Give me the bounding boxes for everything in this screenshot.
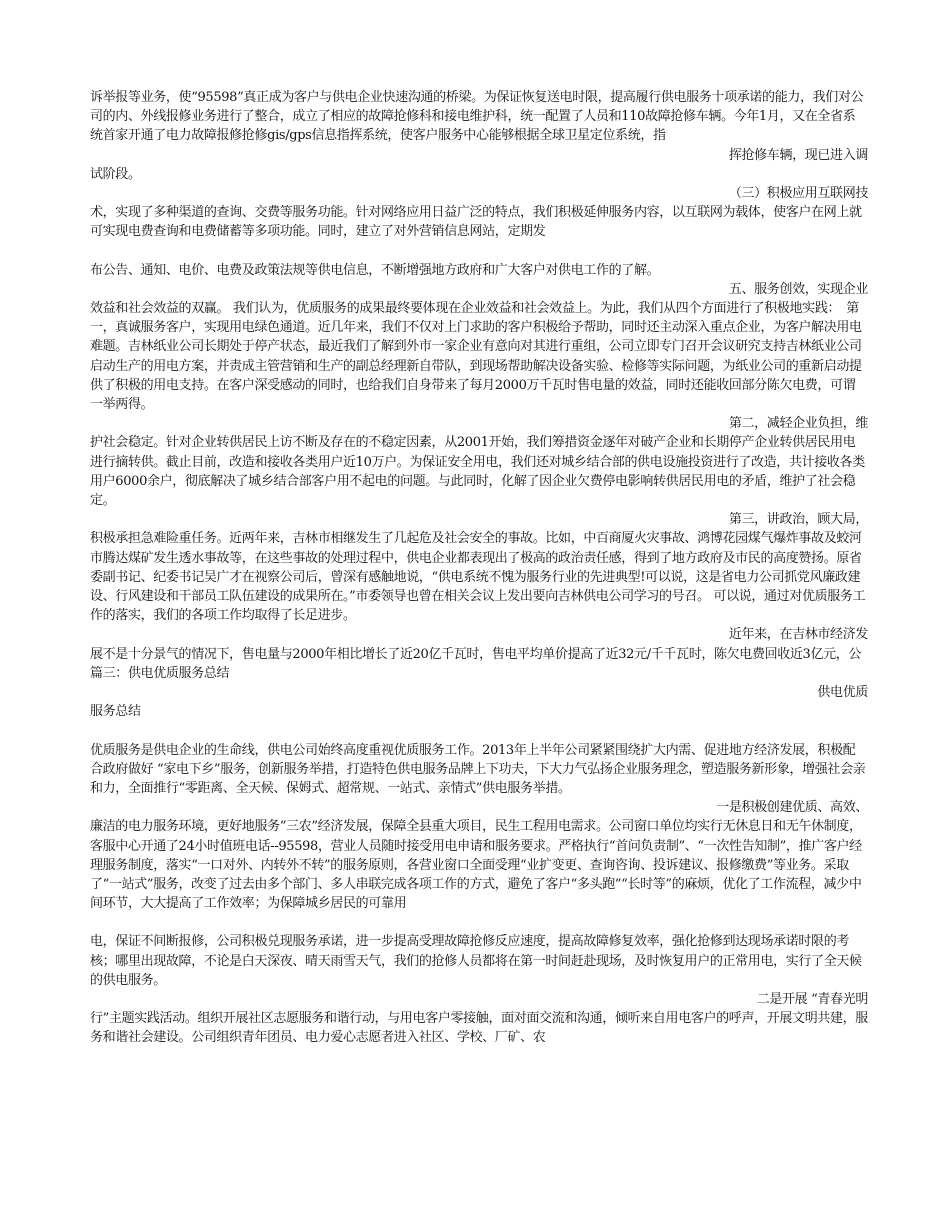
paragraph-spacer [90,913,868,932]
right-aligned-line: 供电优质 [817,685,868,701]
right-aligned-line: 近年来，在吉林市经济发 [728,627,868,643]
right-aligned-line: 二是开展 “青春光明 [756,991,868,1007]
right-aligned-line: 第三，讲政治，顾大局， [728,512,868,528]
right-aligned-line: 挥抢修车辆，现已进入调 [728,147,868,163]
right-aligned-line: 五、服务创效，实现企业 [728,281,868,297]
paragraph: 优质服务是供电企业的生命线，供电公司始终高度重视优质服务工作。2013年上半年公司紧紧围绕扩大内需、促进地方经济发展，积极配合政府做好 “家电下乡”服务，创新服务举措，打造特色供电服务品牌上下功夫，下大力气弘扬企业服务理念，塑造服务新形象，增强社会亲和力，全面推行“零距离、全天候、保姆式、超常规、一站式、亲情式”供电服务举措。 [90,742,866,796]
right-aligned-line: 第二，减轻企业负担，维 [728,416,868,432]
paragraph: 篇三：供电优质服务总结 [90,665,230,681]
paragraph: 电，保证不间断报修，公司积极兑现服务承诺，进一步提高受理故障抢修反应速度，提高故障修复效率，强化抢修到达现场承诺时限的考核；哪里出现故障，不论是白天深夜、晴天雨雪天气，我们的抢修人员都将在第一时间赶赴现场，及时恢复用户的正常用电，实行了全天候的供电服务。 [90,934,862,988]
paragraph: 护社会稳定。针对企业转供居民上访不断及存在的不稳定因素，从2001开始，我们筹措资金逐年对破产企业和长期停产企业转供居民用电进行摘转供。截止目前，改造和接收各类用户近10万户。为保证安全用电，我们还对城乡结合部的供电设施投资进行了改造，共计接收各类用户6000余户，彻底解决了城乡结合部客户用不起电的问题。与此同时，化解了因企业欠费停电影响转供居民用电的矛盾，维护了社会稳定。 [90,435,865,509]
paragraph-spacer [90,242,868,261]
right-aligned-line: 一是积极创建优质、高效、 [716,800,868,816]
paragraph: 试阶段。 [90,166,141,182]
paragraph: 积极承担急难险重任务。近两年来，吉林市相继发生了几起危及社会安全的事故。比如，中百商厦火灾事故、鸿博花园煤气爆炸事故及蛟河市腾达煤矿发生透水事故等，在这些事故的处理过程中，供电企业都表现出了极高的政治责任感，得到了地方政府及市民的高度赞扬。原省委副书记、纪委书记吴广才在视察公司后，曾深有感触地说，“供电系统不愧为服务行业的先进典型!可以说，这是省电力公司抓党风廉政建设、行风建设和干部员工队伍建设的成果所在。”市委领导也曾在相关会议上发出要向吉林供电公司学习的号召。 可以说，通过对优质服务工作的落实，我们的各项工作均取得了长足进步。 [90,531,866,624]
paragraph: 术，实现了多种渠道的查询、交费等服务功能。针对网络应用日益广泛的特点，我们积极延伸服务内容，以互联网为载体，使客户在网上就可实现电费查询和电费储蓄等多项功能。同时，建立了对外营销信息网站，定期发 [90,205,862,240]
right-aligned-line: （三）积极应用互联网技 [728,186,868,202]
paragraph: 诉举报等业务，使“95598”真正成为客户与供电企业快速沟通的桥梁。为保证恢复送电时限，提高履行供电服务十项承诺的能力，我们对公司的内、外线报修业务进行了整合，成立了相应的故障抢修科和接电维护科，统一配置了人员和110故障抢修车辆。今年1月，又在全省系统首家开通了电力故障报修抢修gis/gps信息指挥系统，使客户服务中心能够根据全球卫星定位系统，指 [90,90,864,144]
document-body [90,88,868,1048]
paragraph-spacer [90,722,868,741]
paragraph: 效益和社会效益的双赢。 我们认为，优质服务的成果最终要体现在企业效益和社会效益上。为此，我们从四个方面进行了积极地实践： 第一，真诚服务客户，实现用电绿色通道。近几年来，我们不仅对上门求助的客户积极给予帮助，同时还主动深入重点企业，为客户解决用电难题。吉林纸业公司长期处于停产状态，最近我们了解到外市一家企业有意向对其进行重组，公司立即专门召开会议研究支持吉林纸业公司启动生产的用电方案，并责成主管营销和生产的副总经理新自带队，到现场帮助解决设备实验、检修等实际问题，为纸业公司的重新启动提供了积极的用电支持。在客户深受感动的同时，也给我们自身带来了每月2000万千瓦时售电量的效益，同时还能收回部分陈欠电费，可谓一举两得。 [90,301,862,413]
paragraph: 布公告、通知、电价、电费及政策法规等供电信息，不断增强地方政府和广大客户对供电工作的了解。 [90,262,660,278]
paragraph: 廉洁的电力服务环境，更好地服务“三农”经济发展，保障全县重大项目，民生工程用电需求。公司窗口单位均实行无休息日和无午休制度，客服中心开通了24小时值班电话--95598，营业人员随时接受用电申请和服务要求。严格执行“首问负责制”、“一次性告知制”，推广客户经理服务制度，落实“一口对外、内转外不转”的服务原则，各营业窗口全面受理“业扩变更、查询咨询、投诉建议、报修缴费”等业务。采取了“一站式”服务，改变了过去由多个部门、多人串联完成各项工作的方式，避免了客户“多头跑”“长时等”的麻烦，优化了工作流程，减少中间环节，大大提高了工作效率；为保障城乡居民的可靠用 [90,819,862,912]
paragraph: 行”主题实践活动。组织开展社区志愿服务和谐行动，与用电客户零接触，面对面交流和沟通，倾听来自用电客户的呼声，开展文明共建，服务和谐社会建设。公司组织青年团员、电力爱心志愿者进入社区、学校、厂矿、农 [90,1011,868,1046]
paragraph: 服务总结 [90,704,141,720]
paragraph: 展不是十分景气的情况下，售电量与2000年相比增长了近20亿千瓦时，售电平均单价提高了近32元/千千瓦时，陈欠电费回收近3亿元，公 [90,646,862,662]
